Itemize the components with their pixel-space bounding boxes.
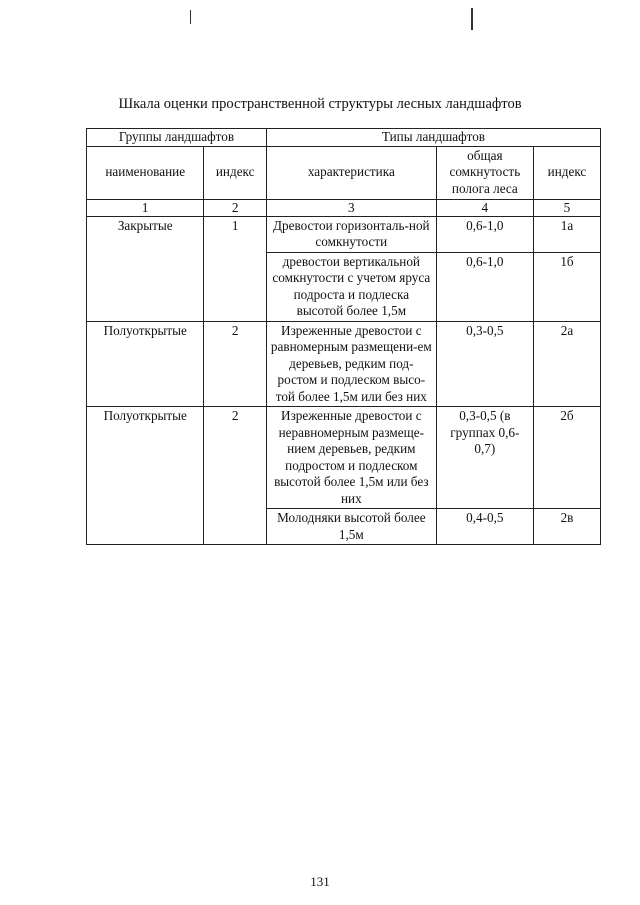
- type-index-cell: 2б: [533, 407, 600, 509]
- group-header-landscape-types: Типы ландшафтов: [266, 129, 600, 147]
- type-index-cell: 2а: [533, 321, 600, 407]
- characteristic-cell: Изреженные древостои с равномерным размещени-ем деревьев, редким под-ростом и подлеском высо-той более 1,5м или без них: [266, 321, 436, 407]
- characteristic-cell: Молодняки высотой более 1,5м: [266, 509, 436, 545]
- group-name-cell: Полуоткрытые: [87, 407, 204, 545]
- column-number-row: [87, 199, 601, 216]
- column-number: 5: [533, 199, 600, 216]
- group-index-cell: 2: [204, 321, 266, 407]
- group-name-cell: Закрытые: [87, 216, 204, 321]
- scan-mark-right: [471, 8, 473, 30]
- scan-mark-left: [190, 10, 191, 24]
- group-header-row: [87, 129, 601, 147]
- table-row: [87, 407, 601, 509]
- density-cell: 0,6-1,0: [436, 252, 533, 321]
- type-index-cell: 2в: [533, 509, 600, 545]
- density-cell: 0,3-0,5 (в группах 0,6-0,7): [436, 407, 533, 509]
- characteristic-cell: древостои вертикальной сомкнутости с учетом яруса подроста и подлеска высотой более 1,5м: [266, 252, 436, 321]
- column-number: 1: [87, 199, 204, 216]
- landscape-structure-table: [86, 128, 601, 545]
- density-cell: 0,6-1,0: [436, 216, 533, 252]
- density-cell: 0,4-0,5: [436, 509, 533, 545]
- page-number: 131: [310, 874, 330, 889]
- header-name: наименование: [87, 146, 204, 199]
- document-title: Шкала оценки пространственной структуры лесных ландшафтов: [118, 96, 522, 112]
- header-characteristic: характеристика: [266, 146, 436, 199]
- density-cell: 0,3-0,5: [436, 321, 533, 407]
- group-name-cell: Полуоткрытые: [87, 321, 204, 407]
- sub-header-row: [87, 146, 601, 199]
- characteristic-cell: Изреженные древостои с неравномерным размеще-нием деревьев, редким подростом и подлеском высотой более 1,5м или без них: [266, 407, 436, 509]
- column-number: 3: [266, 199, 436, 216]
- table-row: [87, 321, 601, 407]
- header-canopy-density: общая сомкнутость полога леса: [436, 146, 533, 199]
- column-number: 4: [436, 199, 533, 216]
- group-index-cell: 1: [204, 216, 266, 321]
- type-index-cell: 1б: [533, 252, 600, 321]
- table-row: [87, 216, 601, 252]
- group-header-landscape-groups: Группы ландшафтов: [87, 129, 267, 147]
- header-group-index: индекс: [204, 146, 266, 199]
- type-index-cell: 1а: [533, 216, 600, 252]
- group-index-cell: 2: [204, 407, 266, 545]
- characteristic-cell: Древостои горизонталь-ной сомкнутости: [266, 216, 436, 252]
- column-number: 2: [204, 199, 266, 216]
- header-type-index: индекс: [533, 146, 600, 199]
